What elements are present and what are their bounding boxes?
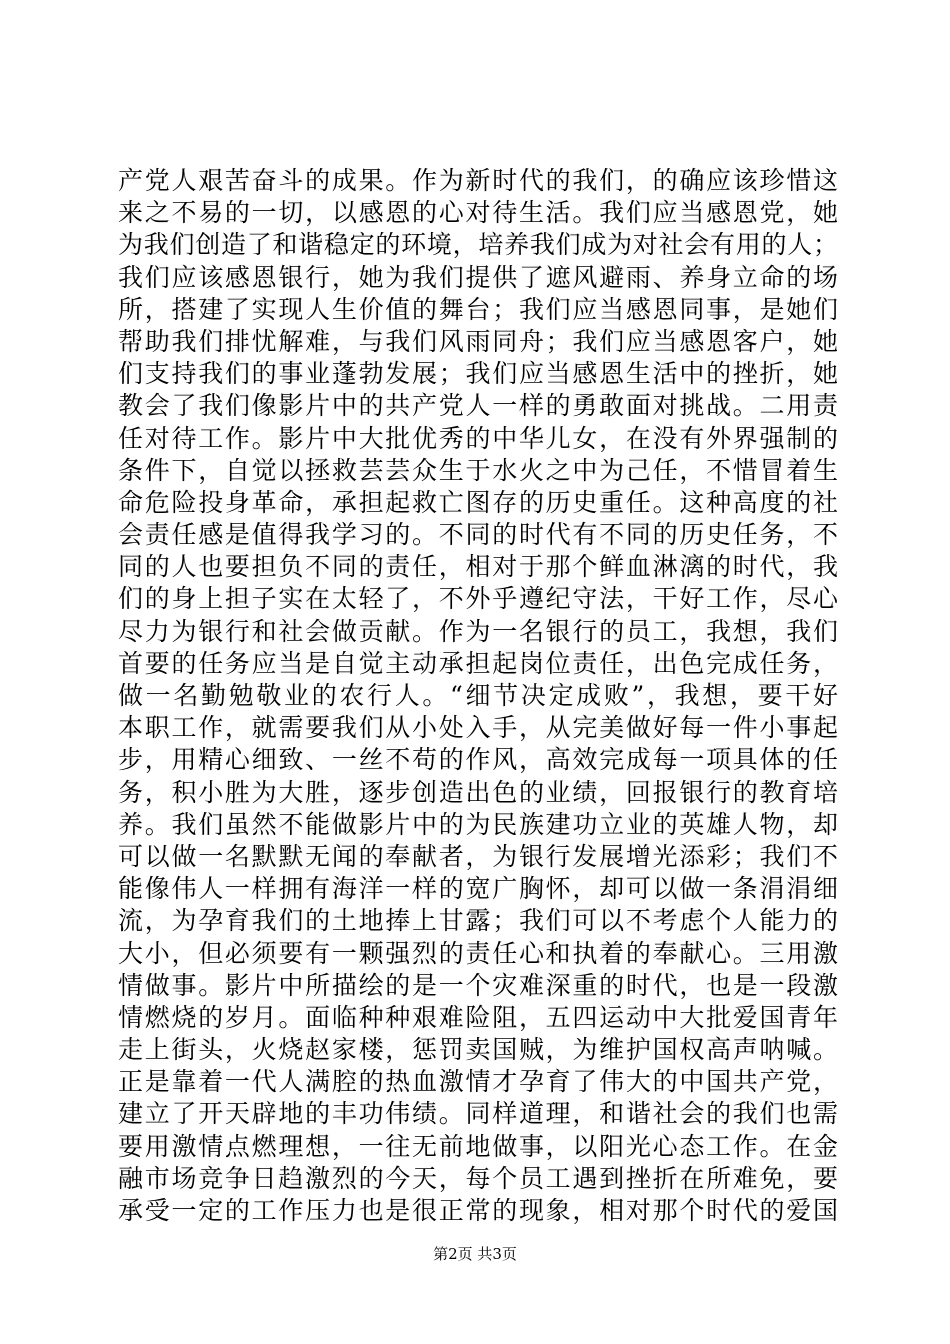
body-text bbox=[118, 165, 838, 1227]
text-line: 们支持我们的事业蓬勃发展；我们应当感恩生活中的挫折，她 bbox=[118, 359, 838, 389]
text-line: 为我们创造了和谐稳定的环境，培养我们成为对社会有用的人； bbox=[118, 230, 838, 260]
text-line: 会责任感是值得我学习的。不同的时代有不同的历史任务，不 bbox=[118, 520, 838, 550]
text-line: 大小，但必须要有一颗强烈的责任心和执着的奉献心。三用激 bbox=[118, 938, 838, 968]
text-line: 们的身上担子实在太轻了，不外乎遵纪守法，干好工作，尽心 bbox=[118, 584, 838, 614]
text-line: 所，搭建了实现人生价值的舞台；我们应当感恩同事，是她们 bbox=[118, 294, 838, 324]
text-line: 融市场竞争日趋激烈的今天，每个员工遇到挫折在所难免，要 bbox=[118, 1163, 838, 1193]
text-line: 尽力为银行和社会做贡献。作为一名银行的员工，我想，我们 bbox=[118, 616, 838, 646]
text-line: 务，积小胜为大胜，逐步创造出色的业绩，回报银行的教育培 bbox=[118, 777, 838, 807]
text-line: 首要的任务应当是自觉主动承担起岗位责任，出色完成任务， bbox=[118, 648, 838, 678]
text-line: 条件下，自觉以拯救芸芸众生于水火之中为己任，不惜冒着生 bbox=[118, 455, 838, 485]
text-line: 帮助我们排忧解难，与我们风雨同舟；我们应当感恩客户，她 bbox=[118, 326, 838, 356]
text-line: 养。我们虽然不能做影片中的为民族建功立业的英雄人物，却 bbox=[118, 809, 838, 839]
text-line: 产党人艰苦奋斗的成果。作为新时代的我们，的确应该珍惜这 bbox=[118, 166, 838, 195]
text-line: 走上街头，火烧赵家楼，惩罚卖国贼，为维护国权高声呐喊。 bbox=[118, 1035, 838, 1065]
text-line: 情做事。影片中所描绘的是一个灾难深重的时代，也是一段激 bbox=[118, 970, 838, 1000]
text-line: 来之不易的一切，以感恩的心对待生活。我们应当感恩党，她 bbox=[118, 198, 838, 228]
text-line: 命危险投身革命，承担起救亡图存的历史重任。这种高度的社 bbox=[118, 487, 838, 517]
text-line: 建立了开天辟地的丰功伟绩。同样道理，和谐社会的我们也需 bbox=[118, 1099, 838, 1129]
text-line: 教会了我们像影片中的共产党人一样的勇敢面对挑战。二用责 bbox=[118, 391, 838, 421]
text-line: 同的人也要担负不同的责任，相对于那个鲜血淋漓的时代，我 bbox=[118, 552, 838, 582]
text-line: 承受一定的工作压力也是很正常的现象，相对那个时代的爱国 bbox=[118, 1196, 838, 1225]
text-line: 我们应该感恩银行，她为我们提供了遮风避雨、养身立命的场 bbox=[118, 262, 838, 292]
text-line: 正是靠着一代人满腔的热血激情才孕育了伟大的中国共产党， bbox=[118, 1067, 838, 1097]
text-line: 任对待工作。影片中大批优秀的中华儿女，在没有外界强制的 bbox=[118, 423, 838, 453]
page-footer: 第2页 共3页 bbox=[433, 1245, 517, 1263]
text-line: 情燃烧的岁月。面临种种艰难险阻，五四运动中大批爱国青年 bbox=[118, 1002, 838, 1032]
text-line: 要用激情点燃理想，一往无前地做事，以阳光心态工作。在金 bbox=[118, 1131, 838, 1161]
text-line: 步，用精心细致、一丝不苟的作风，高效完成每一项具体的任 bbox=[118, 745, 838, 775]
text-line: 可以做一名默默无闻的奉献者，为银行发展增光添彩；我们不 bbox=[118, 841, 838, 871]
text-line: 流，为孕育我们的土地捧上甘露；我们可以不考虑个人能力的 bbox=[118, 906, 838, 936]
text-line: 做一名勤勉敬业的农行人。“细节决定成败”，我想，要干好 bbox=[118, 681, 838, 710]
text-line: 本职工作，就需要我们从小处入手，从完美做好每一件小事起 bbox=[118, 713, 838, 743]
text-line: 能像伟人一样拥有海洋一样的宽广胸怀，却可以做一条涓涓细 bbox=[118, 874, 838, 904]
